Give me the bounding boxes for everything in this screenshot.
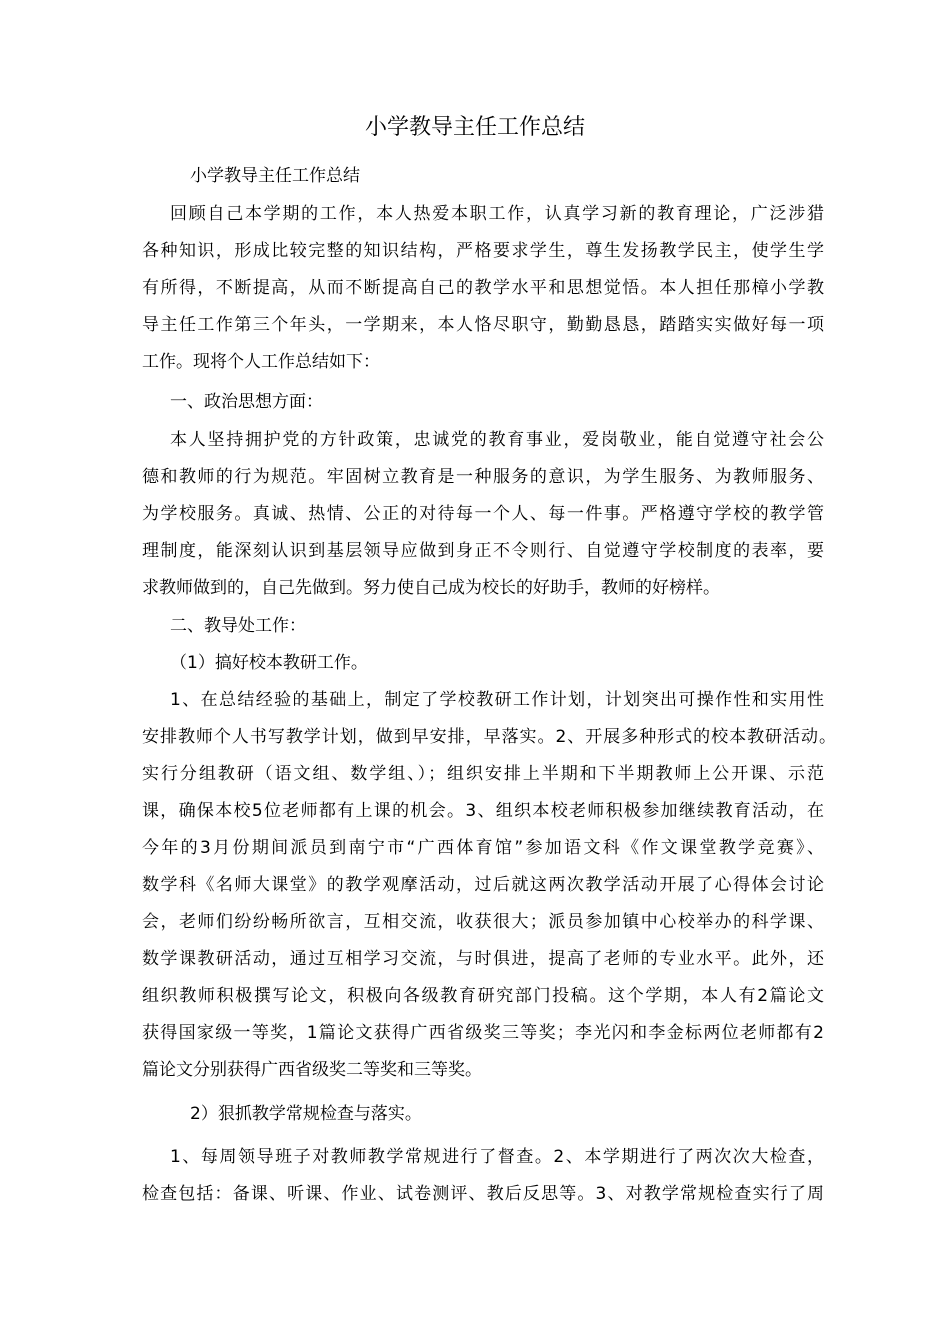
- paragraph-line: 实行分组教研（语文组、数学组、）；组织安排上半期和下半期教师上公开课、示范: [142, 764, 824, 784]
- paragraph-line: 有所得，不断提高，从而不断提高自己的教学水平和思想觉悟。本人担任那樟小学教: [142, 278, 824, 298]
- paragraph-line: 安排教师个人书写教学计划，做到早安排，早落实。2、开展多种形式的校本教研活动。: [142, 727, 836, 747]
- paragraph-line: 篇论文分别获得广西省级奖二等奖和三等奖。: [142, 1060, 482, 1080]
- paragraph-line: 课，确保本校5位老师都有上课的机会。3、组织本校老师积极参加继续教育活动，在: [142, 801, 824, 821]
- paragraph-line: 为学校服务。真诚、热情、公正的对待每一个人、每一件事。严格遵守学校的教学管: [142, 504, 824, 524]
- document-title: 小学教导主任工作总结: [364, 115, 585, 140]
- subtitle-line: 小学教导主任工作总结: [190, 166, 360, 186]
- paragraph-line: 德和教师的行为规范。牢固树立教育是一种服务的意识，为学生服务、为教师服务、: [142, 467, 824, 487]
- paragraph-line: 组织教师积极撰写论文，积极向各级教育研究部门投稿。这个学期，本人有2篇论文: [142, 986, 824, 1006]
- subsection-heading: （1）搞好校本教研工作。: [170, 653, 368, 673]
- paragraph-line: 1、在总结经验的基础上，制定了学校教研工作计划，计划突出可操作性和实用性: [170, 690, 824, 710]
- paragraph-line: 数学课教研活动，通过互相学习交流，与时俱进，提高了老师的专业水平。此外，还: [142, 949, 824, 969]
- paragraph-line: 今年的3月份期间派员到南宁市“广西体育馆”参加语文科《作文课堂教学竞赛》、: [142, 838, 824, 858]
- section-heading: 一、政治思想方面：: [170, 392, 323, 412]
- paragraph-line: 数学科《名师大课堂》的教学观摩活动，过后就这两次教学活动开展了心得体会讨论: [142, 875, 824, 895]
- paragraph-line: 检查包括：备课、听课、作业、试卷测评、教后反思等。3、对教学常规检查实行了周: [142, 1184, 824, 1204]
- paragraph-line: 会，老师们纷纷畅所欲言，互相交流，收获很大；派员参加镇中心校举办的科学课、: [142, 912, 824, 932]
- section-heading: 二、教导处工作：: [170, 616, 306, 636]
- subsection-heading: 2）狠抓教学常规检查与落实。: [190, 1104, 422, 1124]
- paragraph-line: 导主任工作第三个年头，一学期来，本人恪尽职守，勤勤恳恳，踏踏实实做好每一项: [142, 315, 824, 335]
- paragraph-line: 1、每周领导班子对教师教学常规进行了督查。2、本学期进行了两次次大检查，: [170, 1147, 824, 1167]
- paragraph-line: 求教师做到的，自己先做到。努力使自己成为校长的好助手，教师的好榜样。: [142, 578, 720, 598]
- paragraph-line: 本人坚持拥护党的方针政策，忠诚党的教育事业，爱岗敬业，能自觉遵守社会公: [170, 430, 824, 450]
- paragraph-line: 各种知识，形成比较完整的知识结构，严格要求学生，尊生发扬教学民主，使学生学: [142, 241, 824, 261]
- paragraph-line: 回顾自己本学期的工作，本人热爱本职工作，认真学习新的教育理论，广泛涉猎: [170, 204, 824, 224]
- paragraph-line: 工作。现将个人工作总结如下：: [142, 352, 380, 372]
- paragraph-line: 获得国家级一等奖，1篇论文获得广西省级奖三等奖；李光闪和李金标两位老师都有2: [142, 1023, 824, 1043]
- paragraph-line: 理制度，能深刻认识到基层领导应做到身正不令则行、自觉遵守学校制度的表率，要: [142, 541, 824, 561]
